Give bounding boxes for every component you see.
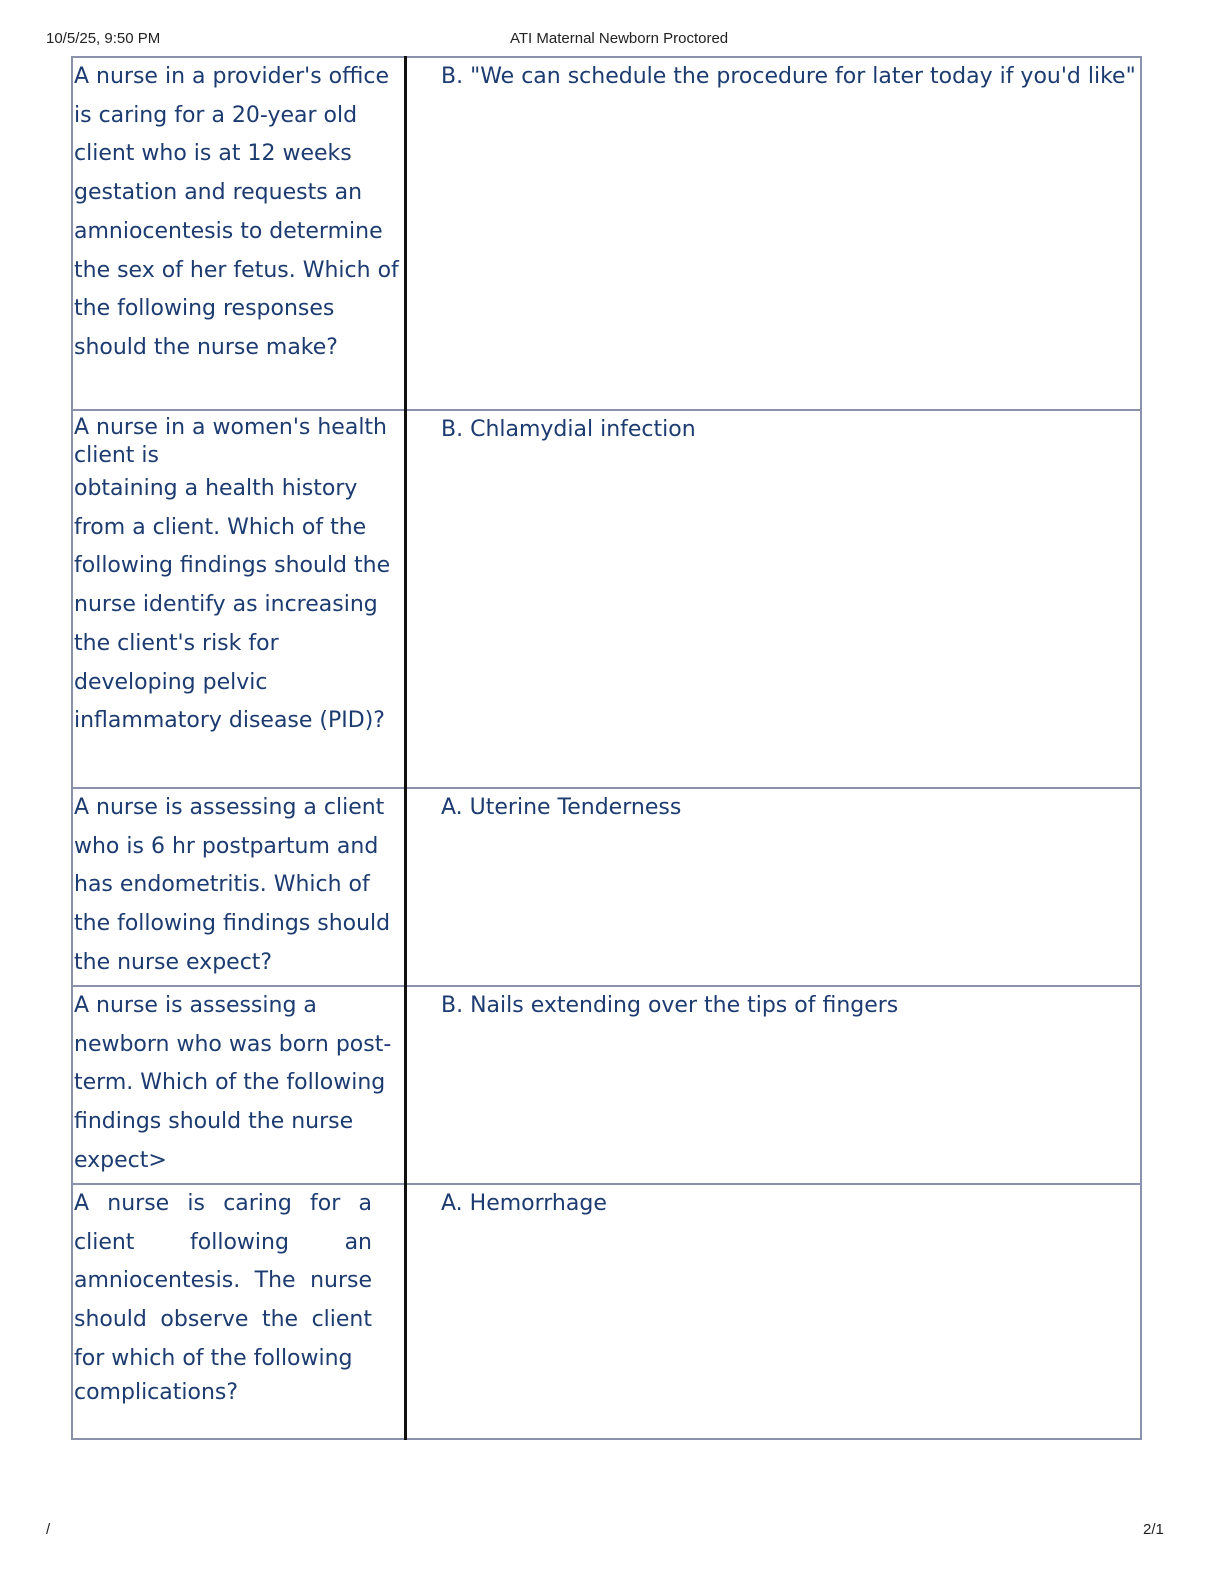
answer-text: A. Hemorrhage [441,1191,607,1216]
question-cell [72,986,406,1184]
print-date: 10/5/25, 9:50 PM [46,30,161,47]
answer-cell [406,1184,1142,1439]
question-text-tail: complications? [74,1379,239,1405]
answer-text: B. Chlamydial infection [441,417,696,442]
table-row [72,986,1141,1184]
question-cell [72,1184,406,1439]
question-text: A nurse is assessing a newborn who was born post-term. Which of the following findings should the nurse expect> [74,993,392,1173]
answer-text: B. "We can schedule the procedure for later today if you'd like" [441,64,1136,89]
question-text: A nurse in a provider's office is caring for a 20-year old client who is at 12 weeks gestation and requests an amniocentesis to determine the sex of her fetus. Which of the following responses should the nurse make? [74,64,399,360]
answer-cell [406,788,1142,986]
answer-cell [406,986,1142,1184]
answer-cell [406,410,1142,788]
question-text: obtaining a health history from a client. Which of the following findings should the nurse identify as increasing the client's risk for developing pelvic inflammatory disease (PID)? [74,476,391,734]
footer-path: / [46,1521,51,1538]
question-text: A nurse is caring for a client following an amniocentesis. The nurse should observe the client for which of the following [74,1191,372,1371]
question-text-first: A nurse in a women's health client is [74,415,387,468]
answer-cell [406,57,1142,410]
question-cell [72,788,406,986]
answer-text: A. Uterine Tenderness [441,795,682,820]
table-row [72,1184,1141,1439]
answer-text: B. Nails extending over the tips of fingers [441,993,899,1018]
page-number: 2/1 [1143,1521,1164,1538]
table-row [72,788,1141,986]
question-text: A nurse is assessing a client who is 6 hr postpartum and has endometritis. Which of the following findings should the nurse expect? [74,795,391,975]
table-row [72,410,1141,788]
table-row [72,57,1141,410]
question-cell [72,410,406,788]
document-title: ATI Maternal Newborn Proctored [510,30,729,47]
qa-table [71,56,1142,1440]
question-cell [72,57,406,410]
